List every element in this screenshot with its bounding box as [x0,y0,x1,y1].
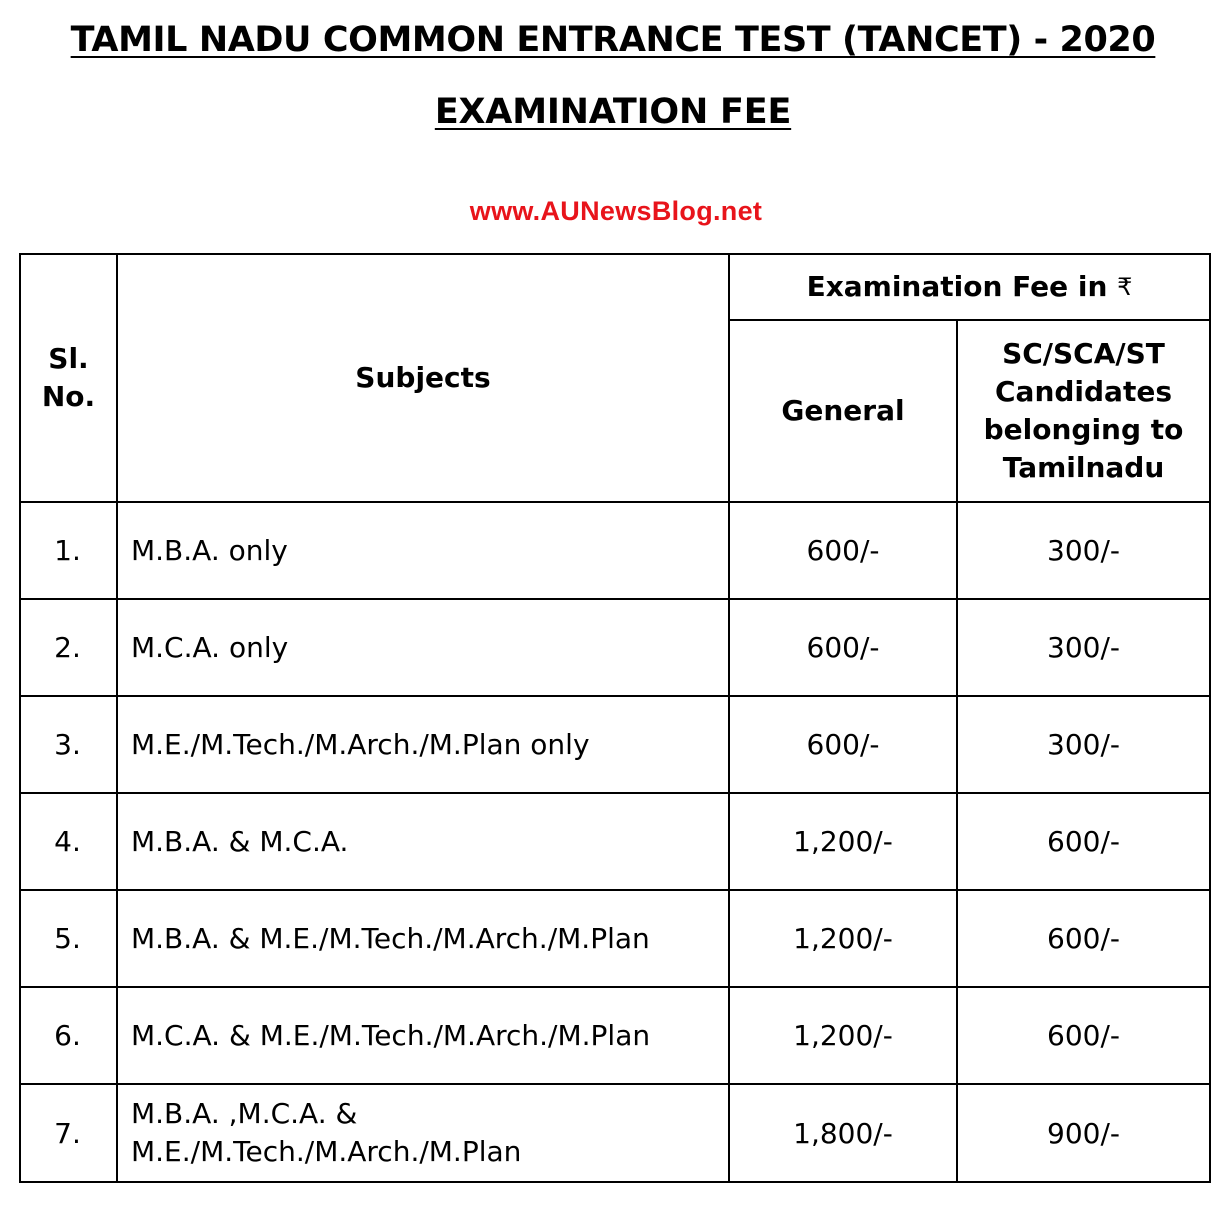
header-fee-group: Examination Fee in ₹ [729,254,1210,320]
header-subjects: Subjects [117,254,729,502]
cell-fee-general: 600/- [729,599,957,696]
cell-subject: M.B.A. only [117,502,729,599]
cell-fee-general: 1,200/- [729,890,957,987]
header-row [20,254,1210,320]
header-sl-no: Sl. No. [20,254,117,502]
header-sc-sca-st: SC/SCA/ST Candidates belonging to Tamilnadu [957,320,1210,502]
cell-fee-sc: 300/- [957,502,1210,599]
watermark-url[interactable]: www.AUNewsBlog.net [469,196,763,226]
cell-fee-sc: 300/- [957,599,1210,696]
cell-fee-sc: 300/- [957,696,1210,793]
cell-sl-no: 2. [20,599,117,696]
table-row [20,890,1210,987]
table-row [20,599,1210,696]
cell-fee-general: 600/- [729,502,957,599]
cell-sl-no: 5. [20,890,117,987]
cell-sl-no: 1. [20,502,117,599]
cell-fee-general: 600/- [729,696,957,793]
table-row [20,502,1210,599]
cell-fee-sc: 600/- [957,793,1210,890]
cell-subject: M.B.A. ,M.C.A. & M.E./M.Tech./M.Arch./M.Plan [117,1084,729,1182]
cell-fee-general: 1,200/- [729,793,957,890]
table-row [20,1084,1210,1182]
cell-fee-general: 1,800/- [729,1084,957,1182]
cell-sl-no: 7. [20,1084,117,1182]
cell-fee-sc: 600/- [957,890,1210,987]
table-row [20,987,1210,1084]
cell-subject: M.B.A. & M.E./M.Tech./M.Arch./M.Plan [117,890,729,987]
cell-fee-sc: 900/- [957,1084,1210,1182]
cell-subject: M.E./M.Tech./M.Arch./M.Plan only [117,696,729,793]
cell-fee-general: 1,200/- [729,987,957,1084]
cell-sl-no: 3. [20,696,117,793]
document-subtitle: EXAMINATION FEE [434,92,792,132]
fee-table [19,253,1211,1183]
cell-sl-no: 6. [20,987,117,1084]
cell-subject: M.B.A. & M.C.A. [117,793,729,890]
rupee-icon: ₹ [1117,273,1133,301]
document-title: TAMIL NADU COMMON ENTRANCE TEST (TANCET) - 2020 [70,20,1156,60]
header-general: General [729,320,957,502]
table-row [20,696,1210,793]
cell-subject: M.C.A. & M.E./M.Tech./M.Arch./M.Plan [117,987,729,1084]
table-row [20,793,1210,890]
cell-fee-sc: 600/- [957,987,1210,1084]
cell-subject: M.C.A. only [117,599,729,696]
cell-sl-no: 4. [20,793,117,890]
